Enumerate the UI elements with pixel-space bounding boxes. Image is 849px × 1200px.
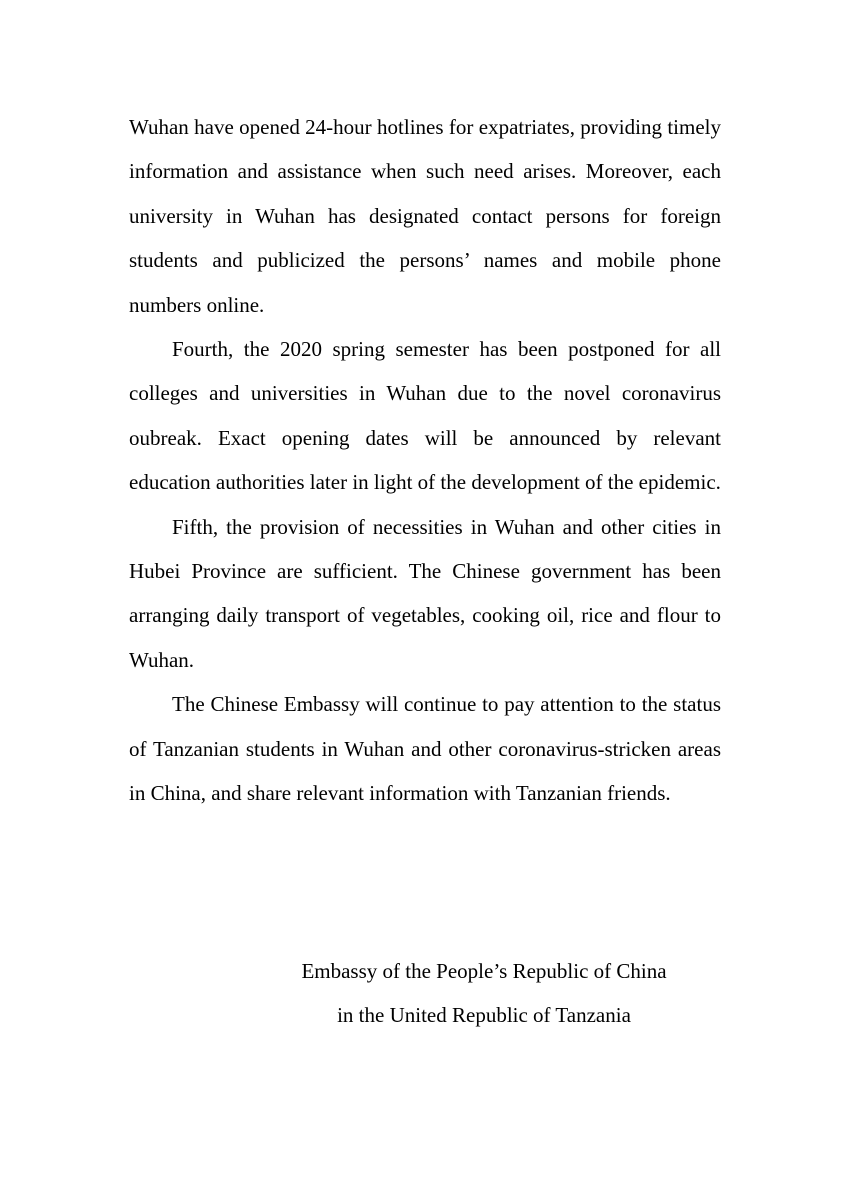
letter-body (129, 105, 721, 816)
signature-line-1: Embassy of the People’s Republic of China (301, 959, 667, 983)
signature-line-2: in the United Republic of Tanzania (337, 1003, 631, 1028)
paragraph-necessities-supply: Fifth, the provision of necessities in Wuhan and other cities in Hubei Province are sufficient. The Chinese government has been arranging daily transport of vegetables, cooking oil, rice and flour to Wuhan. (129, 514, 721, 672)
paragraph-embassy-commitment: The Chinese Embassy will continue to pay attention to the status of Tanzanian students in Wuhan and other coronavirus-stricken areas in China, and share relevant information with Tanzanian friends. (129, 692, 721, 806)
paragraph-hotlines: Wuhan have opened 24-hour hotlines for expatriates, providing timely information and assistance when such need arises. Moreover, each university in Wuhan has designated contact persons for foreign students and publicized the persons’ names and mobile phone numbers online. (129, 115, 721, 317)
paragraph-semester-postponed: Fourth, the 2020 spring semester has been postponed for all colleges and universities in Wuhan due to the novel coronavirus oubreak. Exact opening dates will be announced by relevant education authorities later in light of the development of the epidemic. (129, 337, 721, 495)
signature-block (260, 949, 708, 1038)
